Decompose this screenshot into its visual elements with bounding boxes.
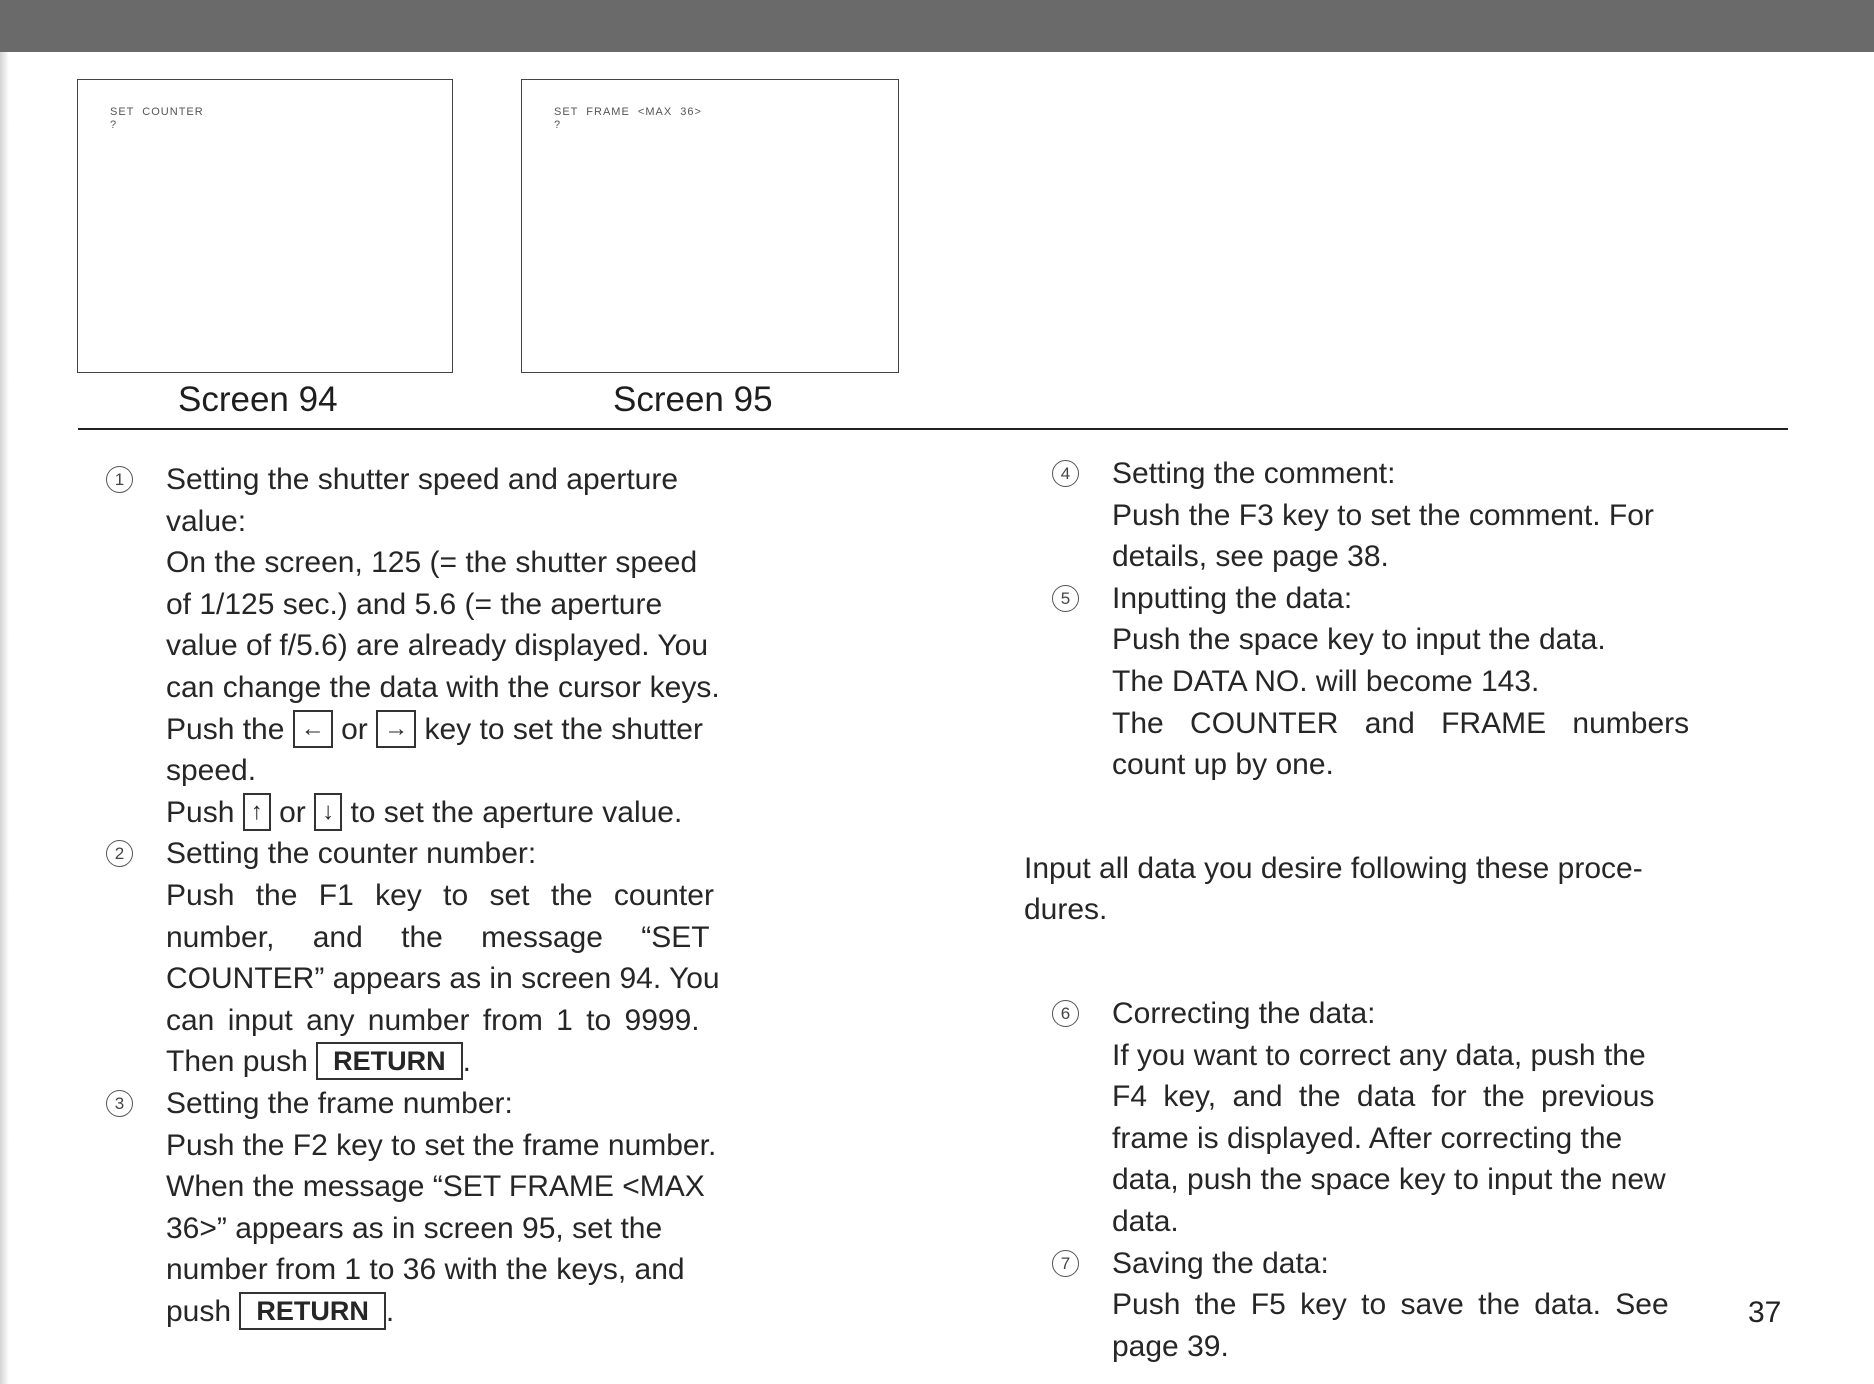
page-edge-shadow [0, 52, 9, 1384]
step-1-speed-line: speed. [166, 754, 257, 788]
step-1-shutter-line [166, 709, 838, 751]
screen-95-line-1: SET FRAME <MAX 36> [554, 106, 702, 118]
screen-95-caption: Screen 95 [613, 380, 773, 419]
spacer [1024, 786, 1804, 848]
screen-94-caption: Screen 94 [178, 380, 338, 419]
step-5-body [1112, 619, 1804, 785]
step-4-title: Setting the comment: [1112, 457, 1396, 490]
screen-94-line-1: SET COUNTER [110, 106, 204, 118]
push-text: Push [166, 795, 235, 829]
top-band [0, 0, 1874, 52]
left-arrow-key: ← [293, 710, 333, 748]
summary-line: Input all data you desire following these proce- [1024, 851, 1643, 885]
step-1-title: Setting the shutter speed and aperture [166, 463, 679, 496]
step-6-body [1112, 1035, 1804, 1243]
aperture-suffix-text: to set the aperture value. [350, 795, 683, 829]
step-3-line: number from 1 to 36 with the keys, and [166, 1253, 685, 1287]
step-2-line: COUNTER” appears as in screen 94. You [166, 962, 720, 996]
step-6-line: F4 key, and the data for the previous [1112, 1080, 1655, 1114]
down-arrow-key: ↓ [314, 793, 342, 831]
push-text: push [166, 1294, 232, 1328]
right-column [1024, 453, 1804, 1367]
then-push-text: Then push [166, 1045, 308, 1079]
period: . [462, 1045, 471, 1079]
section-divider [78, 428, 1788, 430]
step-4 [1024, 453, 1804, 578]
step-3-line: 36>” appears as in screen 95, set the [166, 1211, 663, 1245]
step-7-line: page 39. [1112, 1329, 1229, 1363]
step-6-number: 6 [1052, 1000, 1079, 1027]
step-1-line: of 1/125 sec.) and 5.6 (= the aperture [166, 587, 663, 621]
return-key: RETURN [316, 1042, 463, 1080]
step-1-number: 1 [106, 466, 133, 493]
step-5-line: The COUNTER and FRAME numbers [1112, 706, 1690, 740]
step-7-body [1112, 1284, 1804, 1367]
step-5-title: Inputting the data: [1112, 581, 1353, 615]
step-6-line: frame is displayed. After correcting the [1112, 1121, 1623, 1155]
step-3-return-line [166, 1291, 838, 1333]
step-2 [78, 833, 838, 1083]
step-2-return-line [166, 1041, 838, 1083]
screen-94-line-2: ? [110, 119, 118, 131]
step-6 [1024, 993, 1804, 1243]
spacer [1024, 931, 1804, 993]
step-2-line: can input any number from 1 to 9999. [166, 1003, 700, 1037]
step-1 [78, 459, 838, 833]
or-text: or [341, 712, 368, 746]
step-1-line: value: [166, 504, 247, 538]
up-arrow-key: ↑ [243, 793, 271, 831]
left-column [78, 459, 838, 1332]
step-1-line: value of f/5.6) are already displayed. You [166, 629, 709, 663]
step-3-line: When the message “SET FRAME <MAX [166, 1170, 705, 1204]
step-3-body [166, 1125, 838, 1333]
step-1-aperture-line [166, 792, 838, 834]
return-key: RETURN [239, 1292, 386, 1330]
step-6-line: data, push the space key to input the new [1112, 1163, 1666, 1197]
step-4-number: 4 [1052, 460, 1079, 487]
step-3-number: 3 [106, 1090, 133, 1117]
page-number: 37 [1748, 1296, 1782, 1329]
step-2-line: Push the F1 key to set the counter [166, 878, 714, 912]
step-2-body [166, 875, 838, 1083]
step-3 [78, 1083, 838, 1333]
step-6-line: If you want to correct any data, push the [1112, 1038, 1646, 1072]
screen-94-box [77, 79, 453, 373]
step-3-title: Setting the frame number: [166, 1086, 513, 1120]
step-1-line: can change the data with the cursor keys. [166, 670, 720, 704]
step-7 [1024, 1243, 1804, 1368]
step-4-line: details, see page 38. [1112, 540, 1389, 574]
step-5-line: The DATA NO. will become 143. [1112, 664, 1540, 698]
step-4-body [1112, 495, 1804, 578]
or-text: or [279, 795, 306, 829]
right-arrow-key: → [376, 710, 416, 748]
step-2-number: 2 [106, 840, 133, 867]
step-6-title: Correcting the data: [1112, 996, 1376, 1030]
step-7-number: 7 [1052, 1250, 1079, 1277]
summary-line: dures. [1024, 893, 1108, 927]
step-6-line: data. [1112, 1204, 1179, 1238]
period: . [385, 1294, 395, 1328]
screen-95-box [521, 79, 899, 373]
step-7-title: Saving the data: [1112, 1246, 1329, 1280]
step-1-line: On the screen, 125 (= the shutter speed [166, 546, 698, 580]
step-5-number: 5 [1052, 585, 1079, 612]
push-the-text: Push the [166, 712, 285, 746]
step-4-line: Push the F3 key to set the comment. For [1112, 498, 1654, 532]
screen-94-text [110, 106, 204, 132]
shutter-suffix-text: key to set the shutter [424, 712, 703, 746]
step-5 [1024, 578, 1804, 786]
step-1-body [166, 501, 838, 834]
step-7-line: Push the F5 key to save the data. See [1112, 1288, 1669, 1322]
step-5-line: Push the space key to input the data. [1112, 623, 1606, 657]
screen-95-line-2: ? [554, 119, 562, 131]
step-2-title: Setting the counter number: [166, 837, 537, 871]
step-5-line: count up by one. [1112, 748, 1334, 782]
step-2-line: number, and the message “SET [166, 920, 710, 954]
step-3-line: Push the F2 key to set the frame number. [166, 1128, 717, 1162]
summary-paragraph [1024, 848, 1804, 931]
screen-95-text [554, 106, 702, 132]
